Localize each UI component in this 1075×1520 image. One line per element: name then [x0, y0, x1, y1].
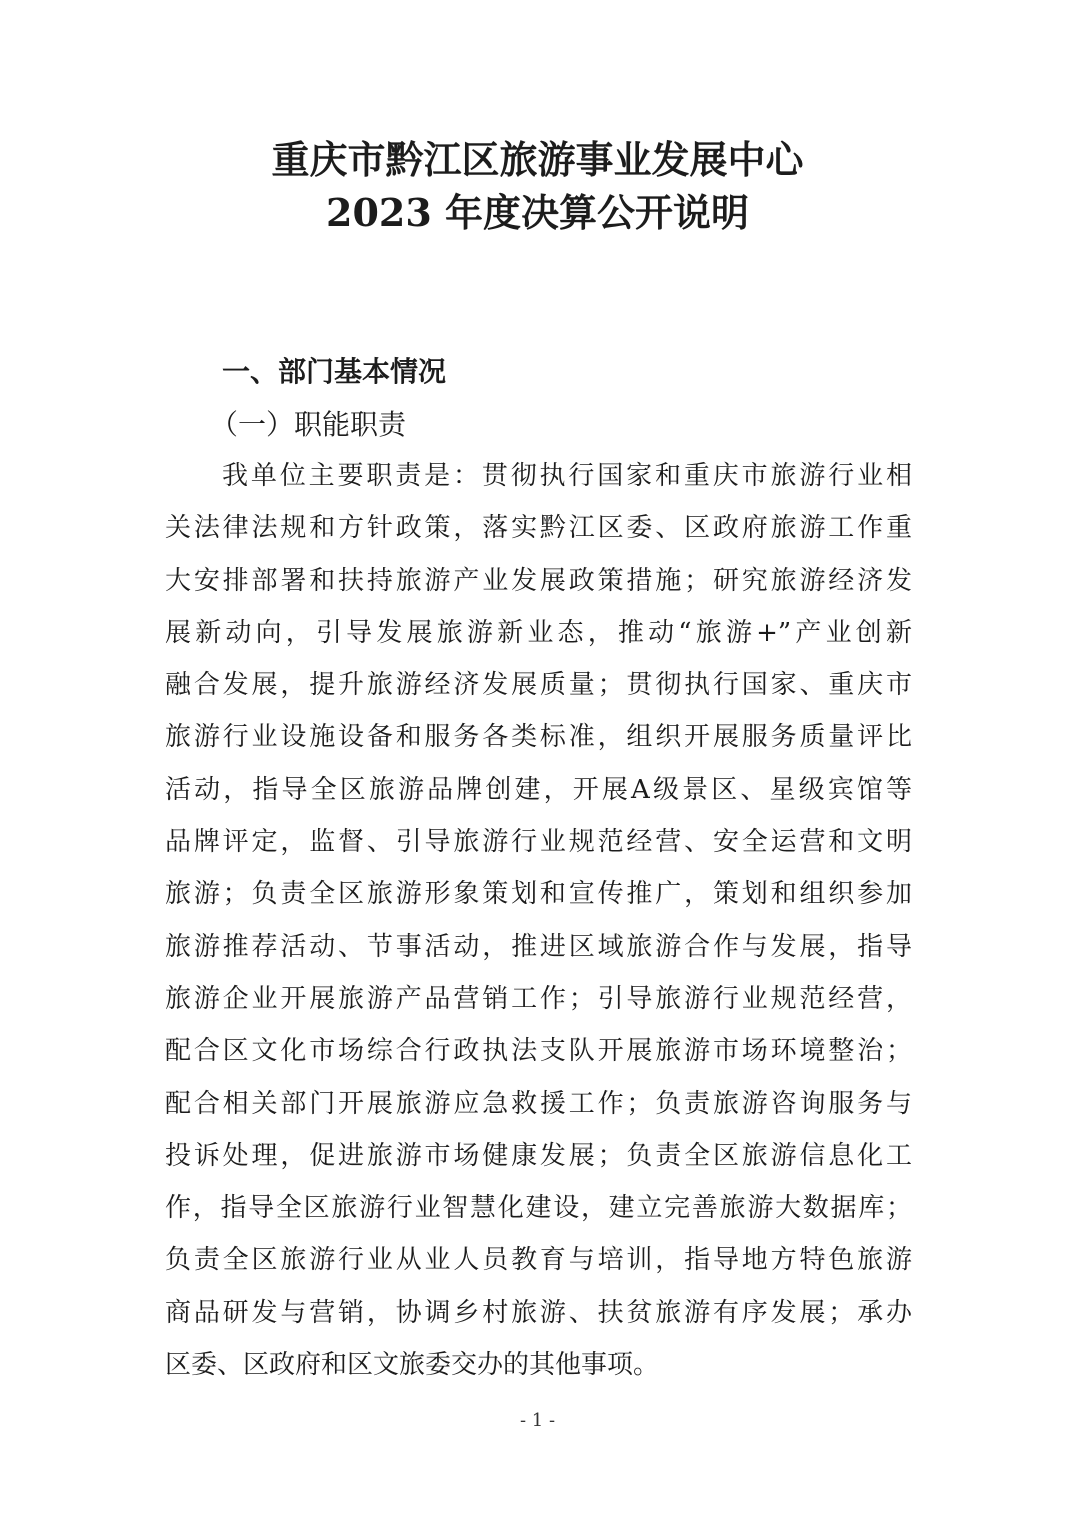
subsection-heading: （一）职能职责 [210, 408, 407, 441]
paragraph-line: 旅游；负责全区旅游形象策划和宣传推广，策划和组织参加 [165, 879, 912, 910]
paragraph-line: 活动，指导全区旅游品牌创建，开展A级景区、星级宾馆等 [165, 774, 912, 805]
paragraph-line: 负责全区旅游行业从业人员教育与培训，指导地方特色旅游 [165, 1245, 912, 1276]
paragraph-line: 旅游行业设施设备和服务各类标准，组织开展服务质量评比 [165, 722, 912, 753]
paragraph-line: 区委、区政府和区文旅委交办的其他事项。 [165, 1350, 660, 1381]
paragraph-line: 投诉处理，促进旅游市场健康发展；负责全区旅游信息化工 [165, 1140, 912, 1171]
paragraph-line: 作，指导全区旅游行业智慧化建设，建立完善旅游大数据库； [165, 1193, 912, 1224]
body-paragraph [165, 450, 912, 1391]
paragraph-line: 品牌评定，监督、引导旅游行业规范经营、安全运营和文明 [165, 827, 912, 858]
paragraph-line: 大安排部署和扶持旅游产业发展政策措施；研究旅游经济发 [165, 565, 912, 596]
paragraph-line: 配合区文化市场综合行政执法支队开展旅游市场环境整治； [165, 1036, 912, 1067]
paragraph-line: 融合发展，提升旅游经济发展质量；贯彻执行国家、重庆市 [165, 670, 912, 701]
title-line-1: 重庆市黔江区旅游事业发展中心 [271, 137, 804, 182]
paragraph-line: 旅游推荐活动、节事活动，推进区域旅游合作与发展，指导 [165, 931, 912, 962]
page-number: - 1 - [519, 1410, 556, 1431]
paragraph-line: 关法律法规和方针政策，落实黔江区委、区政府旅游工作重 [165, 513, 912, 544]
paragraph-line: 商品研发与营销，协调乡村旅游、扶贫旅游有序发展；承办 [165, 1297, 912, 1328]
paragraph-line: 配合相关部门开展旅游应急救援工作；负责旅游咨询服务与 [165, 1088, 912, 1119]
paragraph-line: 展新动向，引导发展旅游新业态，推动“旅游+”产业创新 [165, 617, 912, 648]
title-line-2: 2023 年度决算公开说明 [326, 190, 749, 235]
paragraph-line: 我单位主要职责是：贯彻执行国家和重庆市旅游行业相 [222, 461, 912, 491]
paragraph-line: 旅游企业开展旅游产品营销工作；引导旅游行业规范经营， [165, 983, 912, 1014]
document-title [0, 133, 1075, 239]
section-heading: 一、部门基本情况 [222, 355, 447, 388]
